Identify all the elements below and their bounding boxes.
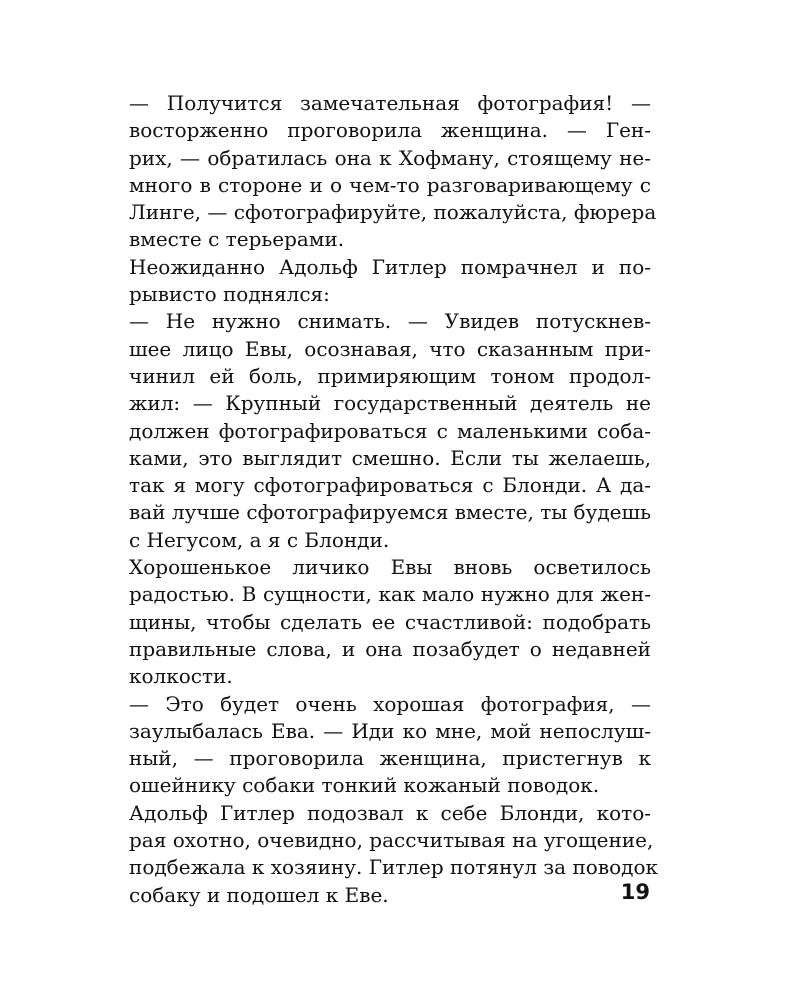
text-line: щины, чтобы сделать ее счастливой: подобрать xyxy=(129,609,651,634)
text-line: Линге, — сфотографируйте, пожалуйста, фюрера xyxy=(129,200,657,225)
text-line: так я могу сфотографироваться с Блонди. А да- xyxy=(129,473,651,498)
text-line: Неожиданно Адольф Гитлер помрачнел и по- xyxy=(129,254,651,279)
text-line: радостью. В сущности, как мало нужно для жен- xyxy=(129,582,651,607)
text-line: правильные слова, и она позабудет о недавней xyxy=(129,636,651,661)
text-line: колкости. xyxy=(129,664,233,689)
paragraph-1 xyxy=(129,90,657,254)
text-line: чинил ей боль, примиряющим тоном продол- xyxy=(129,363,651,388)
text-line: ный, — проговорила женщина, пристегнув к xyxy=(129,746,651,771)
text-line: рих, — обратилась она к Хофману, стоящему не- xyxy=(129,145,651,170)
text-line: жил: — Крупный государственный деятель не xyxy=(129,391,651,416)
text-line: ошейнику собаки тонкий кожаный поводок. xyxy=(129,773,600,798)
text-line: много в стороне и о чем-то разговаривающему с xyxy=(129,172,651,197)
page-text xyxy=(129,90,658,909)
text-line: ками, это выглядит смешно. Если ты желаешь, xyxy=(129,445,651,470)
paragraph-6 xyxy=(129,800,658,909)
text-line: Адольф Гитлер подозвал к себе Блонди, кото- xyxy=(129,800,651,825)
text-line: подбежала к хозяину. Гитлер потянул за поводок xyxy=(129,855,658,880)
text-line: — Не нужно снимать. — Увидев потускнев- xyxy=(129,309,651,334)
paragraph-2 xyxy=(129,254,651,309)
paragraph-3 xyxy=(129,308,651,554)
text-line: с Негусом, а я с Блонди. xyxy=(129,527,390,552)
text-line: шее лицо Евы, осознавая, что сказанным при- xyxy=(129,336,651,361)
paragraph-5 xyxy=(129,691,651,800)
page-number: 19 xyxy=(620,880,650,904)
text-line: рая охотно, очевидно, рассчитывая на угощение, xyxy=(129,828,654,853)
text-line: — Получится замечательная фотография! — xyxy=(129,91,651,115)
text-line: вай лучше сфотографируемся вместе, ты будешь xyxy=(129,500,651,525)
text-line: восторженно проговорила женщина. — Ген- xyxy=(129,118,651,143)
text-line: должен фотографироваться с маленькими соба- xyxy=(129,418,651,443)
text-line: — Это будет очень хорошая фотография, — xyxy=(129,691,651,716)
paragraph-4 xyxy=(129,554,651,690)
text-line: Хорошенькое личико Евы вновь осветилось xyxy=(129,555,651,580)
text-line: заулыбалась Ева. — Иди ко мне, мой непослуш- xyxy=(129,718,651,743)
text-line: собаку и подошел к Еве. xyxy=(129,882,389,907)
text-line: рывисто поднялся: xyxy=(129,282,330,307)
text-line: вместе с терьерами. xyxy=(129,227,345,252)
